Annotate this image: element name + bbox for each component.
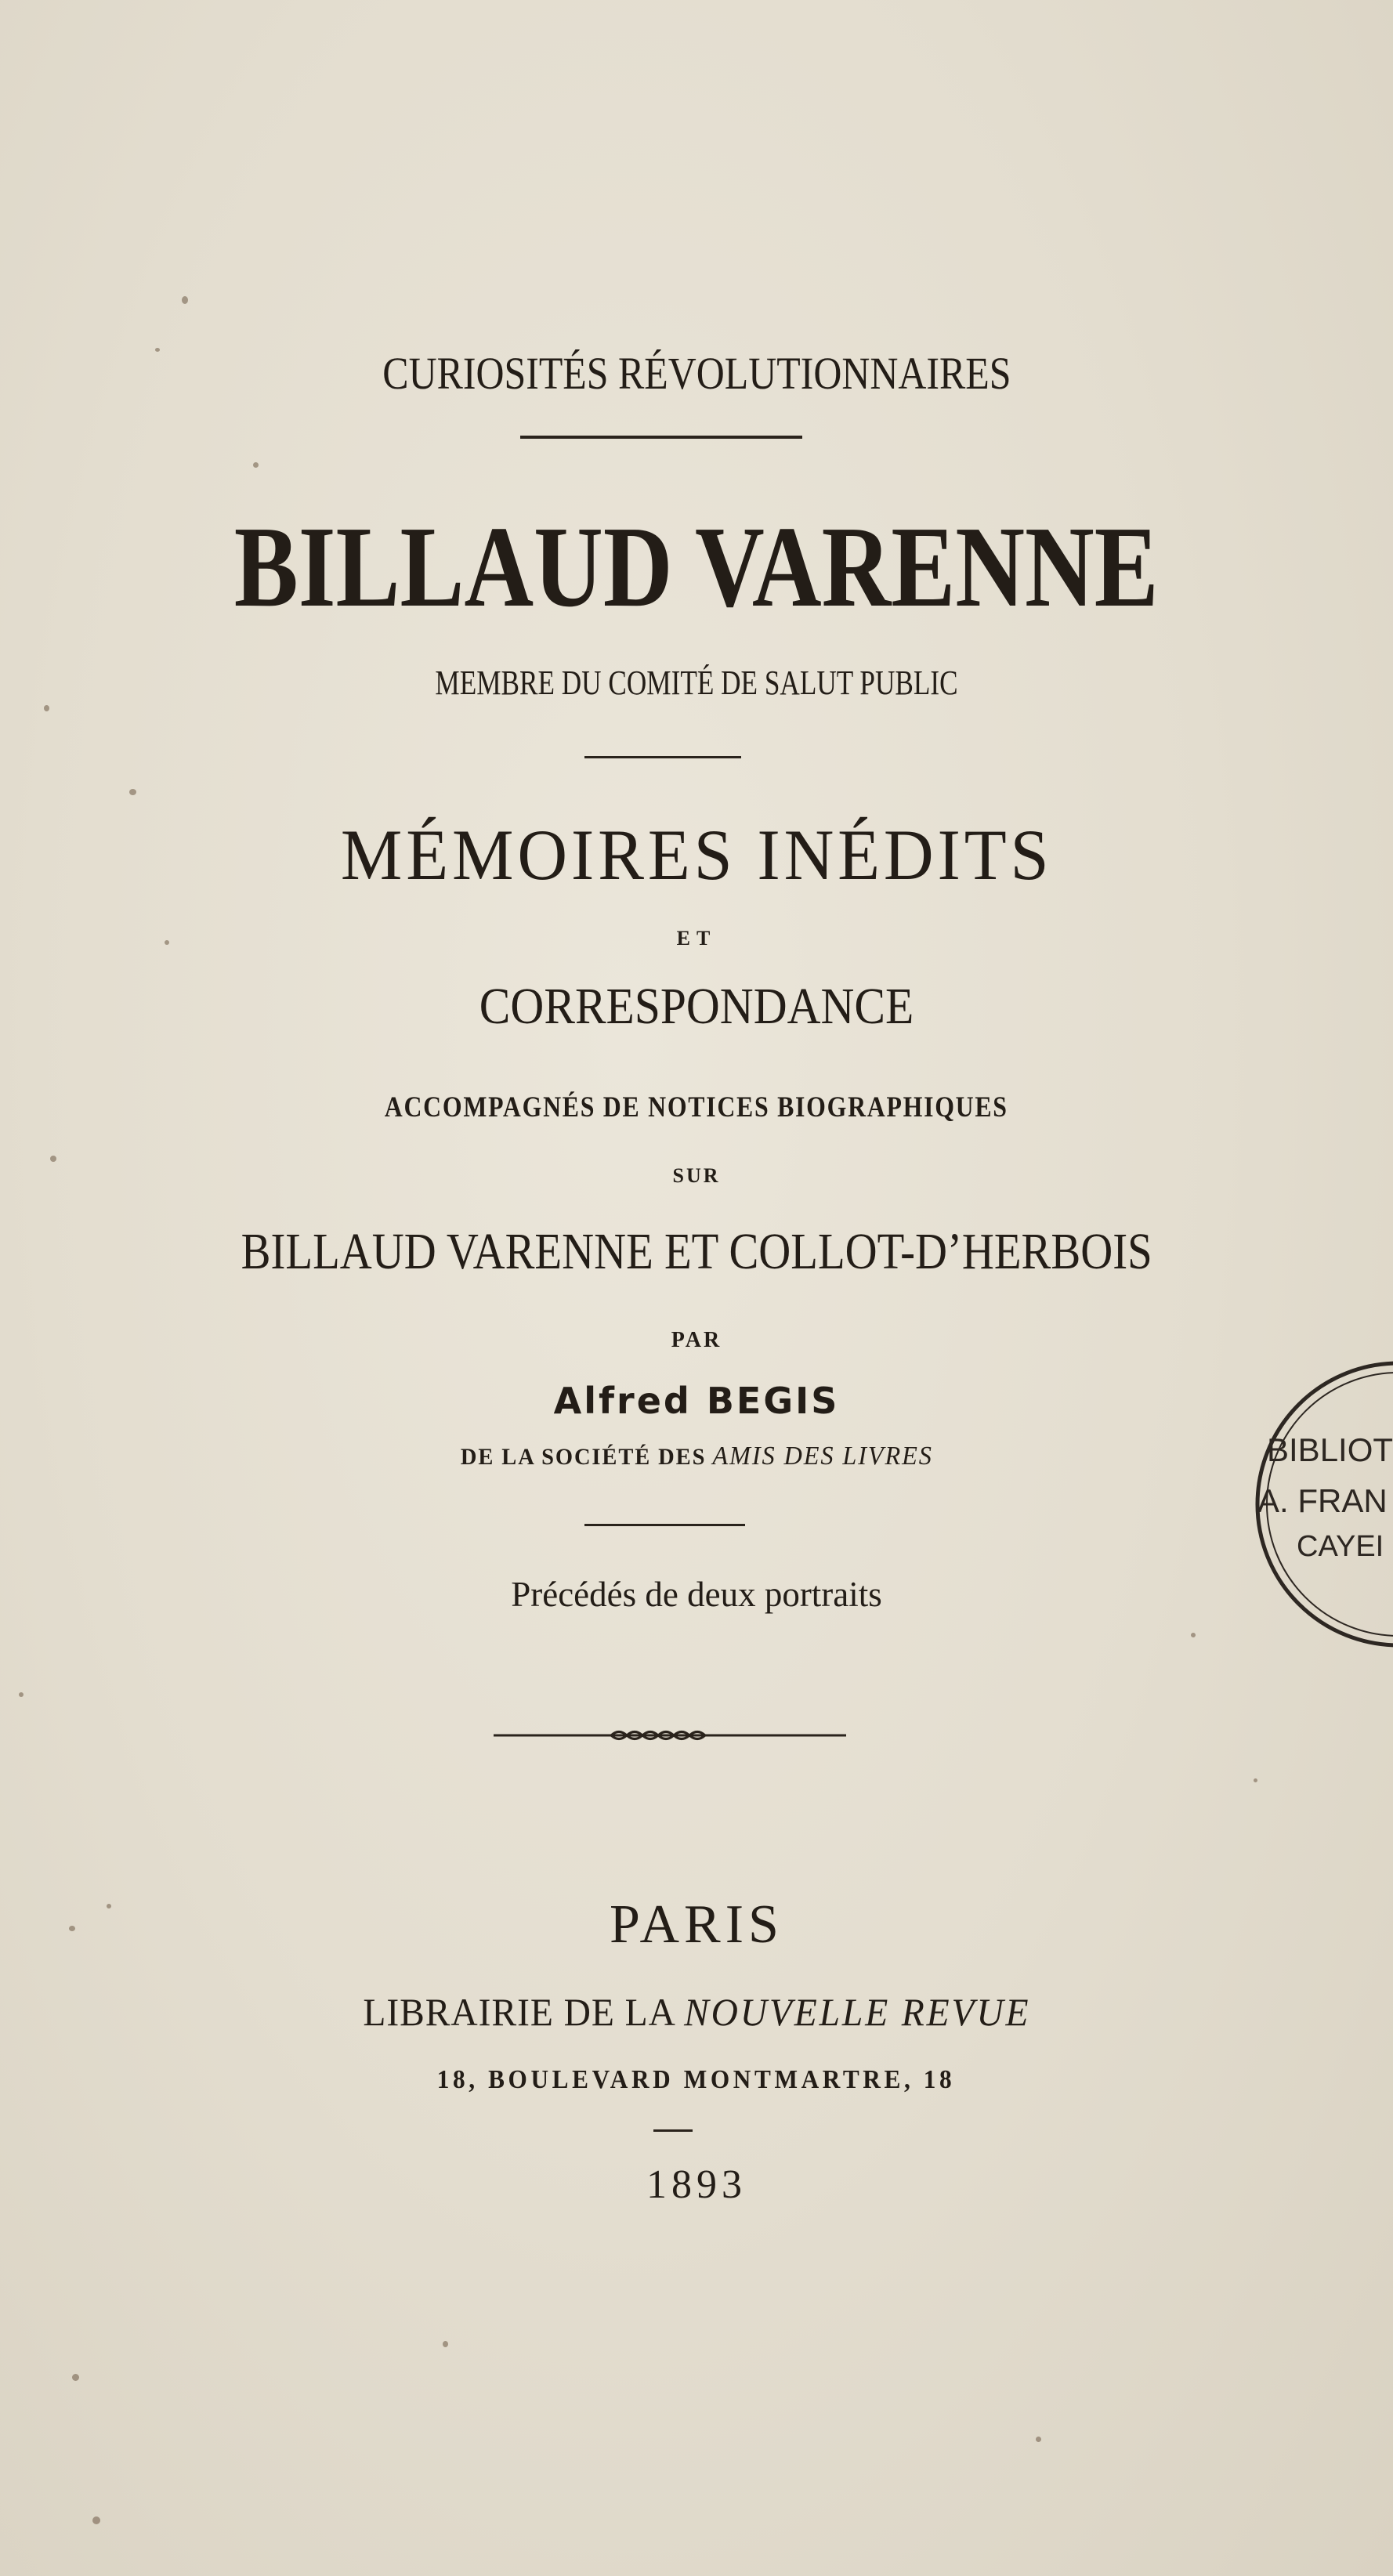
- subject-role-text: MEMBRE DU COMITÉ DE SALUT PUBLIC: [435, 664, 958, 702]
- series-title-text: CURIOSITÉS RÉVOLUTIONNAIRES: [382, 348, 1011, 399]
- affiliation-prefix-text: DE LA SOCIÉTÉ DES: [460, 1444, 706, 1470]
- stamp-line-2: A. FRAN: [1257, 1482, 1388, 1519]
- paper-speck: [107, 1904, 111, 1908]
- subject-role: [0, 666, 1393, 700]
- work-title-2: [0, 978, 1393, 1035]
- conjunction-text: ET: [676, 927, 717, 950]
- paper-speck: [92, 2516, 100, 2524]
- accompaniment-text: ACCOMPAGNÉS DE NOTICES BIOGRAPHIQUES: [385, 1091, 1008, 1123]
- preposition: [0, 1166, 1393, 1186]
- year-text: 1893: [646, 2162, 747, 2207]
- rule-after-role: [584, 756, 741, 758]
- city: [0, 1894, 1393, 1955]
- portraits-note: [0, 1577, 1393, 1612]
- rule-after-series: [520, 436, 802, 439]
- paper-speck: [50, 1156, 56, 1162]
- address-text: 18, BOULEVARD MONTMARTRE, 18: [437, 2065, 956, 2094]
- paper-speck: [1254, 1778, 1257, 1782]
- paper-speck: [155, 348, 160, 352]
- paper-speck: [1191, 1633, 1196, 1637]
- paper-speck: [129, 789, 136, 795]
- affiliation-name-text: AMIS DES LIVRES: [712, 1442, 933, 1471]
- by-line: [0, 1330, 1393, 1351]
- paper-speck: [69, 1926, 75, 1931]
- subject-name: [0, 503, 1393, 631]
- city-text: PARIS: [610, 1894, 783, 1955]
- preposition-text: SUR: [672, 1164, 721, 1187]
- ornamental-divider: [494, 1724, 846, 1747]
- publisher: [0, 1990, 1393, 2034]
- rule-after-affiliation: [584, 1524, 745, 1526]
- work-title-text: MÉMOIRES INÉDITS: [340, 815, 1053, 895]
- paper-speck: [253, 462, 259, 468]
- stamp-line-1: BIBLIOT: [1267, 1431, 1393, 1468]
- work-title: [0, 815, 1393, 895]
- paper-speck: [72, 2374, 79, 2381]
- affiliation: [0, 1443, 1393, 1470]
- paper-speck: [182, 296, 188, 304]
- conjunction: [0, 928, 1393, 949]
- publisher-name-text: NOUVELLE REVUE: [683, 1990, 1030, 2034]
- paper-speck: [165, 940, 169, 945]
- author: [0, 1380, 1393, 1422]
- series-title: [0, 348, 1393, 399]
- paper-speck: [1036, 2437, 1041, 2442]
- publisher-prefix-text: LIBRAIRIE DE LA: [362, 1990, 674, 2034]
- subject-name-text: BILLAUD VARENNE: [234, 503, 1159, 631]
- year: [0, 2162, 1393, 2207]
- portraits-note-text: Précédés de deux portraits: [511, 1575, 882, 1614]
- accompaniment: [0, 1093, 1393, 1122]
- author-text: Alfred BEGIS: [553, 1380, 840, 1422]
- rule-before-year: [653, 2129, 693, 2132]
- paper-speck: [443, 2341, 448, 2347]
- library-stamp: [1234, 1348, 1393, 1661]
- paper-speck: [19, 1692, 24, 1697]
- stamp-line-3: CAYEI: [1297, 1530, 1384, 1563]
- by-text: PAR: [671, 1328, 722, 1352]
- biography-subjects: [0, 1223, 1393, 1280]
- paper-speck: [44, 705, 49, 711]
- biography-subjects-text: BILLAUD VARENNE ET COLLOT-D’HERBOIS: [241, 1223, 1152, 1280]
- address: [0, 2067, 1393, 2093]
- work-title-2-text: CORRESPONDANCE: [479, 978, 914, 1035]
